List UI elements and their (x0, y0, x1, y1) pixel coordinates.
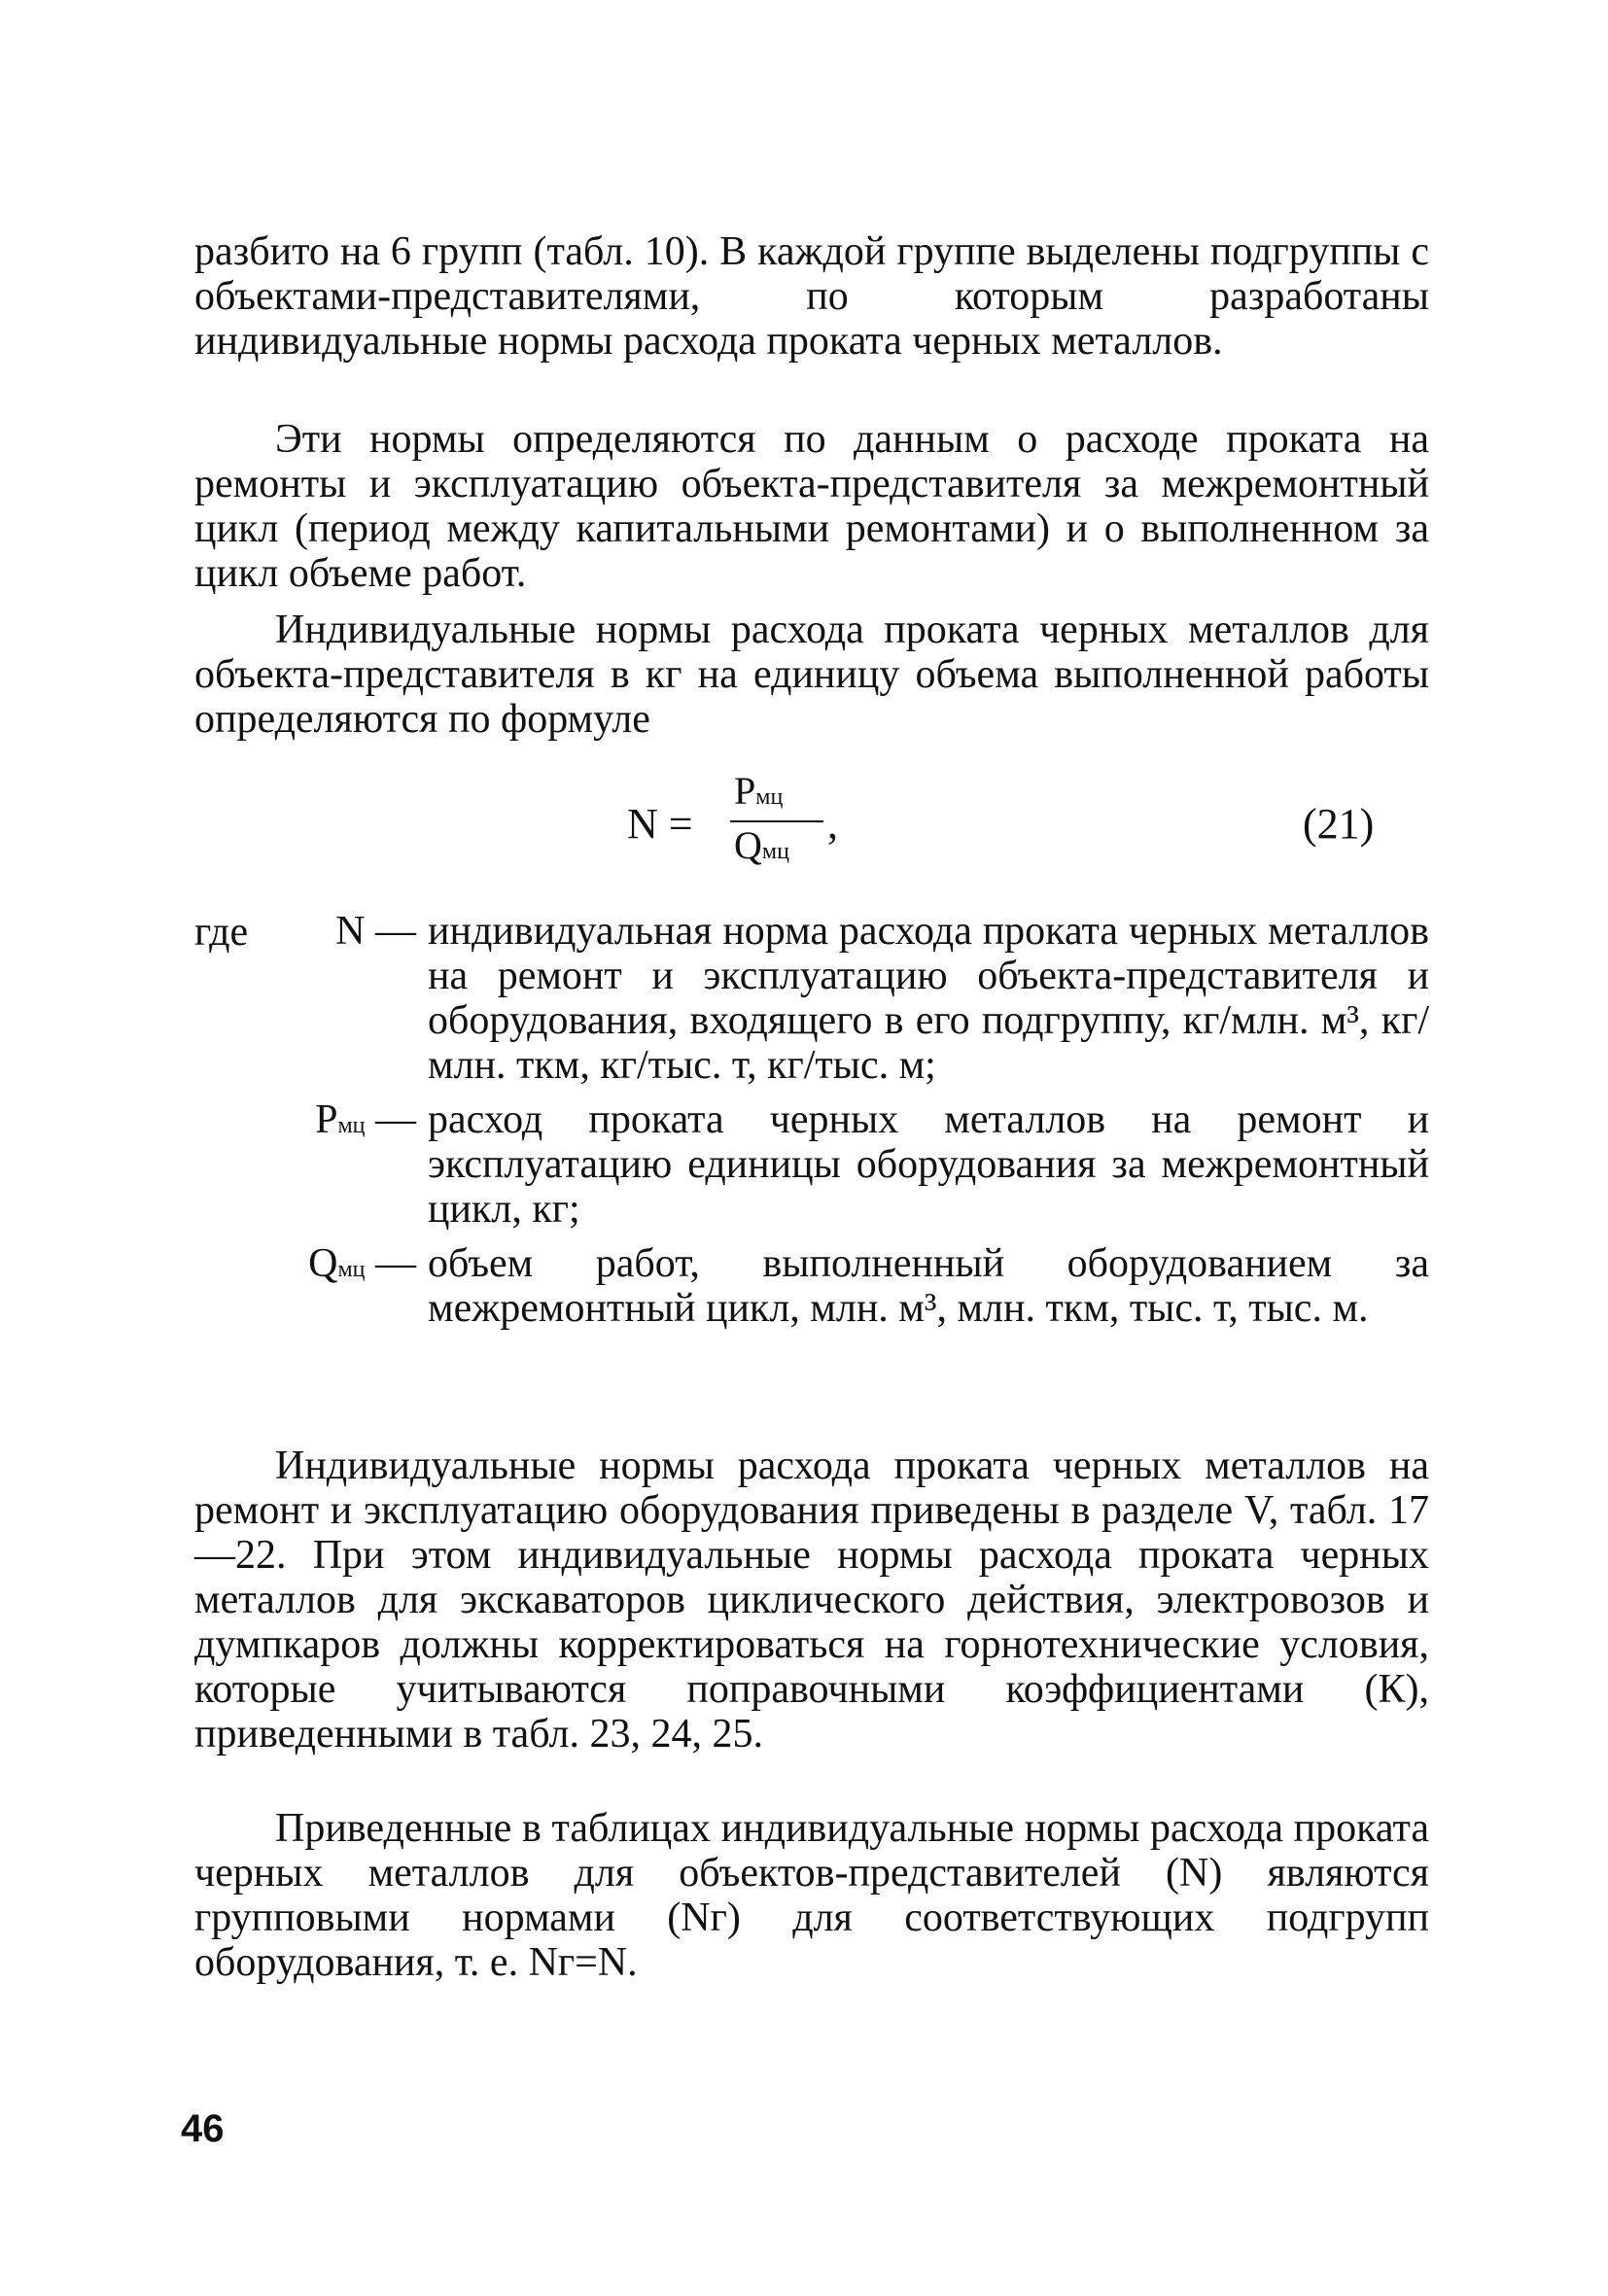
denominator-base: Q (734, 823, 762, 867)
numerator-sub: мц (755, 784, 784, 810)
paragraph-2: Эти нормы определяются по данным о расходе проката на ремонты и эксплуатацию объекта-представителя за межремонтный цикл (период между капитальными ремонтами) и о выполненном за цикл объеме работ. (194, 417, 1429, 596)
symbol-sub: мц (337, 1257, 366, 1282)
definitions-list (292, 909, 1429, 1340)
symbol-base: P (315, 1097, 338, 1142)
paragraph-5: Приведенные в таблицах индивидуальные нормы расхода проката черных металлов для объектов-представителей (N) являются групповыми нормами (Nᴦ) для соответствующих подгрупп оборудования, т. е. Nᴦ=N. (194, 1806, 1429, 1985)
equation-number: (21) (1303, 800, 1375, 848)
definition-symbol (292, 1241, 428, 1331)
formula-numerator (734, 768, 783, 814)
definition-q (292, 1241, 1429, 1331)
definition-text: расход проката черных металлов на ремонт и эксплуатацию единицы оборудования за межремонтный цикл, кг; (428, 1097, 1429, 1232)
formula-denominator (734, 822, 789, 868)
where-label: где (194, 910, 249, 955)
definition-text: индивидуальная норма расхода проката черных металлов на ремонт и эксплуатацию объекта-представителя и оборудования, входящего в его подгруппу, кг/млн. м³, кг/млн. ткм, кг/тыс. т, кг/тыс. м; (428, 909, 1429, 1088)
formula-lhs: N = (627, 800, 693, 848)
symbol-base: N (335, 909, 366, 954)
denominator-sub: мц (761, 839, 789, 864)
definition-symbol (292, 909, 428, 1088)
definition-p (292, 1097, 1429, 1232)
paragraph-4: Индивидуальные нормы расхода проката черных металлов на ремонт и эксплуатацию оборудования приведены в разделе V, табл. 17—22. При этом индивидуальные нормы расхода проката черных металлов для экскаваторов циклического действия, электровозов и думпкаров должны корректироваться на горнотехнические условия, которые учитываются поправочными коэффициентами (К), приведенными в табл. 23, 24, 25. (194, 1444, 1429, 1757)
symbol-base: Q (308, 1241, 338, 1286)
formula-21 (627, 768, 899, 875)
formula-comma: , (827, 800, 838, 848)
symbol-sub: мц (337, 1113, 366, 1138)
definition-symbol (292, 1097, 428, 1232)
definition-dash: — (375, 1097, 416, 1142)
definition-text: объем работ, выполненный оборудованием за межремонтный цикл, млн. м³, млн. ткм, тыс. т, тыс. м. (428, 1241, 1429, 1331)
paragraph-1: разбито на 6 групп (табл. 10). В каждой группе выделены подгруппы с объектами-представителями, по которым разработаны индивидуальные нормы расхода проката черных металлов. (194, 229, 1429, 364)
definition-n (292, 909, 1429, 1088)
paragraph-3: Индивидуальные нормы расхода проката черных металлов для объекта-представителя в кг на единицу объема выполненной работы определяются по формуле (194, 608, 1429, 742)
definition-dash: — (375, 909, 416, 954)
page-number: 46 (181, 2107, 225, 2150)
definition-dash: — (375, 1241, 416, 1286)
numerator-base: P (734, 769, 756, 813)
